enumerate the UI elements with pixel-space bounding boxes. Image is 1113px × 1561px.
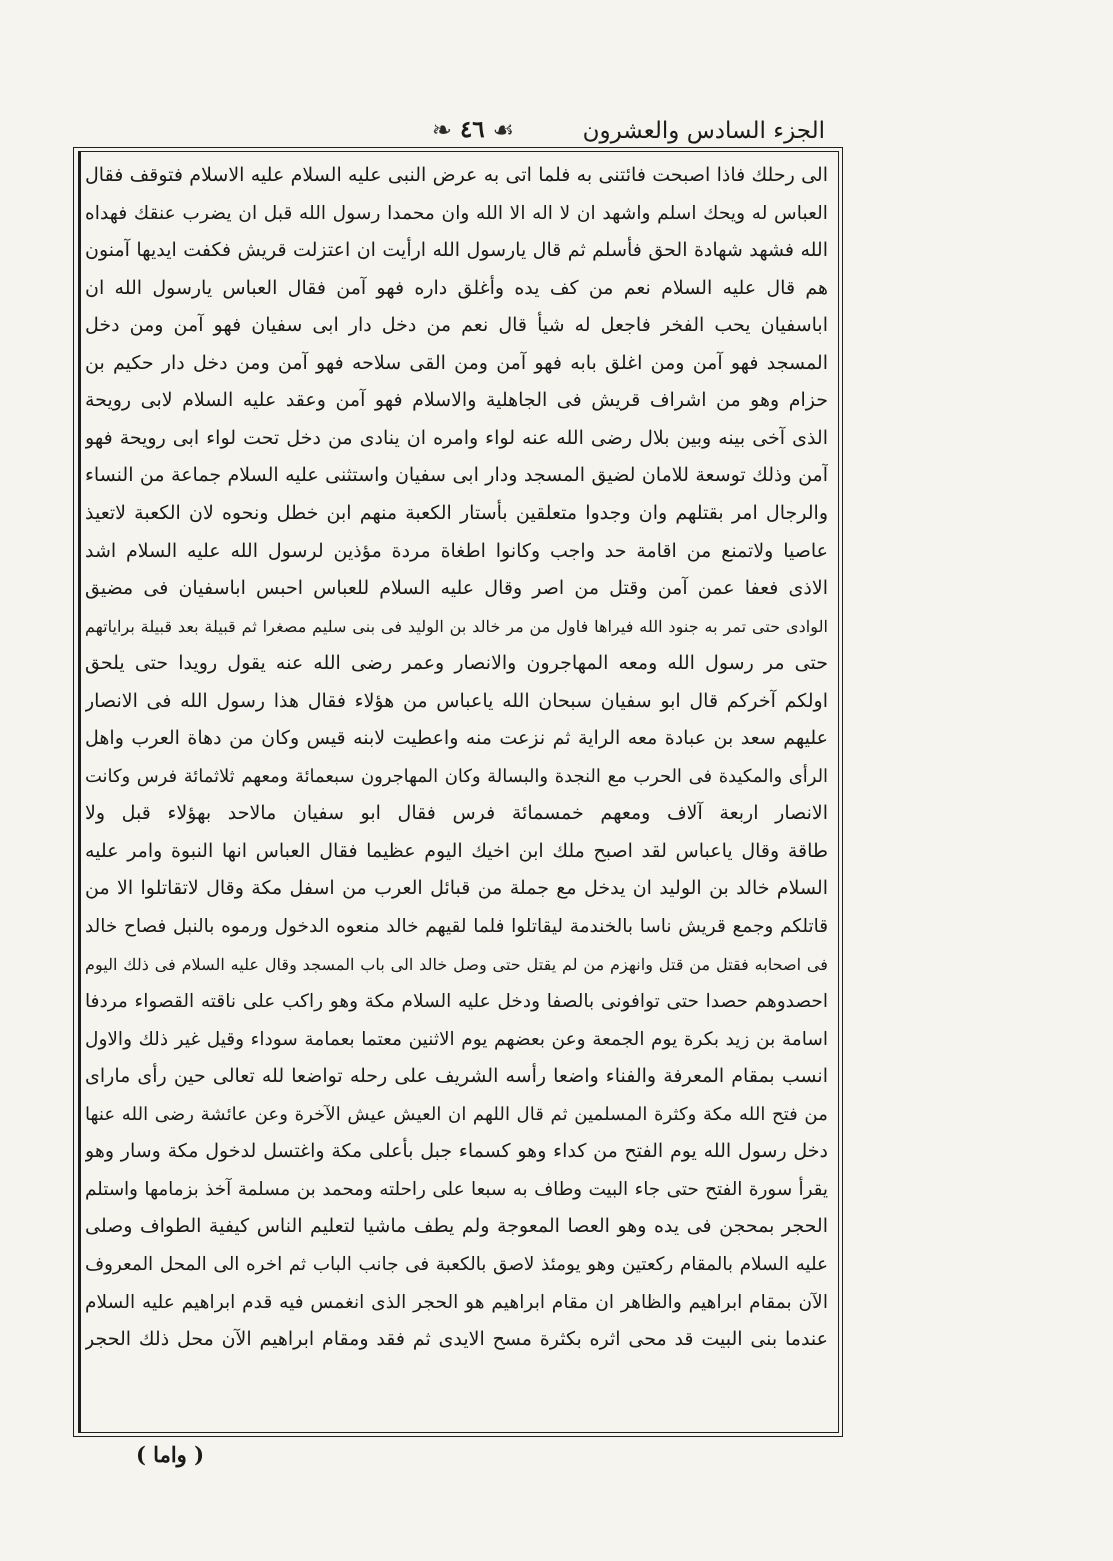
text-line: طاقة وقال ياعباس لقد اصبح ملك ابن اخيك اليوم عظيما فقال العباس انها النبوة وامر عليه bbox=[85, 839, 828, 862]
text-line: عاصيا ولاتمنع من اقامة حد واجب وكانوا اطغاة مردة مؤذين لرسول الله عليه السلام اشد bbox=[85, 539, 828, 562]
page-number: ٤٦ bbox=[459, 116, 485, 143]
text-line: والرجال امر بقتلهم وان وجدوا متعلقين بأستار الكعبة منهم ابن خطل ونحوه لان الكعبة لاتعيذ bbox=[85, 501, 828, 524]
text-line: الوادى حتى تمر به جنود الله فيراها فاول من مر خالد بن الوليد فى بنى سليم مصغرا ثم قبيلة بعد قبيلة براياتهم bbox=[85, 616, 828, 636]
text-line: الانصار اربعة آلاف ومعهم خمسمائة فرس فقال ابو سفيان مالاحد بهؤلاء قبل ولا bbox=[85, 802, 828, 825]
page-number-block bbox=[393, 111, 553, 149]
text-line: هم قال عليه السلام نعم من كف يده وأغلق داره فهو آمن فقال العباس يارسول الله ان bbox=[85, 276, 828, 299]
text-line: من فتح الله مكة وكثرة المسلمين ثم قال اللهم ان العيش عيش الآخرة وعن عائشة رضى الله عنها bbox=[85, 1103, 828, 1125]
text-line: عندما بنى البيت قد محى اثره بكثرة مسح الايدى ثم فقد ومقام ابراهيم الآن محل ذلك الحجر bbox=[85, 1328, 828, 1350]
text-line: حزام وهو من اشراف قريش فى الجاهلية والاسلام فهو آمن وعقد عليه السلام لابى رويحة bbox=[85, 389, 828, 412]
text-line: حتى مر رسول الله ومعه المهاجرون والانصار وعمر رضى الله عنه يقول رويدا حتى يلحق bbox=[85, 652, 828, 675]
text-line: السلام خالد بن الوليد ان يدخل مع جملة من قبائل العرب من اسفل مكة وقال لاتقاتلوا الا من bbox=[85, 877, 828, 900]
text-line: الرأى والمكيدة فى الحرب مع النجدة والبسالة وكان المهاجرون سبعمائة ومعهم ثلاثمائة فرس وكانت bbox=[85, 765, 828, 787]
text-line: المسجد فهو آمن ومن اغلق بابه فهو آمن ومن القى سلاحه فهو آمن ومن دخل دار حكيم بن bbox=[85, 351, 828, 374]
text-line: اولكم آخركم قال ابو سفيان سبحان الله ياعباس من هؤلاء فقال هذا رسول الله فى الانصار bbox=[85, 689, 828, 712]
text-line: عليه السلام بالمقام ركعتين وهو يومئذ لاصق بالكعبة فى جانب الباب ثم اخره الى المحل المعروف bbox=[85, 1253, 828, 1275]
fleuron-ornament-right: ☙ bbox=[492, 116, 515, 144]
text-line: قاتلكم وجمع قريش ناسا بالخندمة ليقاتلوا فلما لقيهم خالد منعوه الدخول ورموه بالنبل فصاح خالد bbox=[85, 916, 828, 937]
text-line: دخل رسول الله يوم الفتح من كداء وهو كسماء جبل بأعلى مكة واغتسل لدخول مكة وسار وهو bbox=[85, 1140, 828, 1163]
text-line: اسامة بن زيد بكرة يوم الجمعة وعن بعضهم يوم الاثنين معتما بعمامة سوداء وقيل غير ذلك والاول bbox=[85, 1028, 828, 1050]
text-line: آمن وذلك توسعة للامان لضيق المسجد ودار ابى سفيان واستثنى عليه السلام جماعة من النساء bbox=[85, 464, 828, 487]
body-text bbox=[85, 151, 828, 1433]
text-line: الى رحلك فاذا اصبحت فائتنى به فلما اتى به عرض النبى عليه السلام عليه الاسلام فتوقف فقال bbox=[85, 164, 828, 186]
text-line: يقرأ سورة الفتح حتى جاء البيت وطاف به سبعا على راحلته ومحمد بن مسلمة آخذ بزمامها واستلم bbox=[85, 1178, 828, 1200]
fleuron-ornament-left: ❧ bbox=[431, 116, 452, 144]
text-line: الذى آخى بينه وبين بلال رضى الله عنه لواء وامره ان ينادى من دخل تحت لواء ابى رويحة فهو bbox=[85, 426, 828, 449]
text-line: الله فشهد شهادة الحق فأسلم ثم قال يارسول الله ارأيت ان اعتزلت قريش فكفت ايديها آمنون bbox=[85, 239, 828, 262]
text-line: اباسفيان يحب الفخر فاجعل له شيأ قال نعم من دخل دار ابى سفيان فهو آمن ومن دخل bbox=[85, 314, 828, 337]
text-line: الحجر بمحجن فى يده وهو العصا المعوجة ولم يطف ماشيا لتعليم الناس كيفية الطواف وصلى bbox=[85, 1215, 828, 1238]
text-line: احصدوهم حصدا حتى توافونى بالصفا ودخل عليه السلام مكة وهو راكب على ناقته القصواء مردفا bbox=[85, 991, 828, 1013]
catchword: ( واما ) bbox=[135, 1442, 205, 1467]
text-line: فى اصحابه فقتل من قتل وانهزم من لم يقتل حتى وصل خالد الى باب المسجد وقال عليه السلام فى ذلك اليوم bbox=[85, 954, 828, 974]
running-header: الجزء السادس والعشرون bbox=[582, 118, 825, 144]
text-line: الآن بمقام ابراهيم والظاهر ان مقام ابراهيم هو الحجر الذى انغمس فيه قدم ابراهيم عليه السلام bbox=[85, 1291, 828, 1313]
text-line: عليهم سعد بن عبادة معه الراية ثم نزعت منه واعطيت لابنه قيس وكان من دهاة العرب واهل bbox=[85, 727, 828, 750]
text-line: العباس له ويحك اسلم واشهد ان لا اله الا الله وان محمدا رسول الله قبل ان يضرب عنقك فهداه bbox=[85, 202, 828, 224]
text-line: الاذى فعفا عمن آمن وقتل من اصر وقال عليه السلام للعباس احبس اباسفيان فى مضيق bbox=[85, 577, 828, 599]
text-line: انسب بمقام المعرفة والفناء واضعا رأسه الشريف على رحله تواضعا لله تعالى حين رأى ماراى bbox=[85, 1065, 828, 1088]
